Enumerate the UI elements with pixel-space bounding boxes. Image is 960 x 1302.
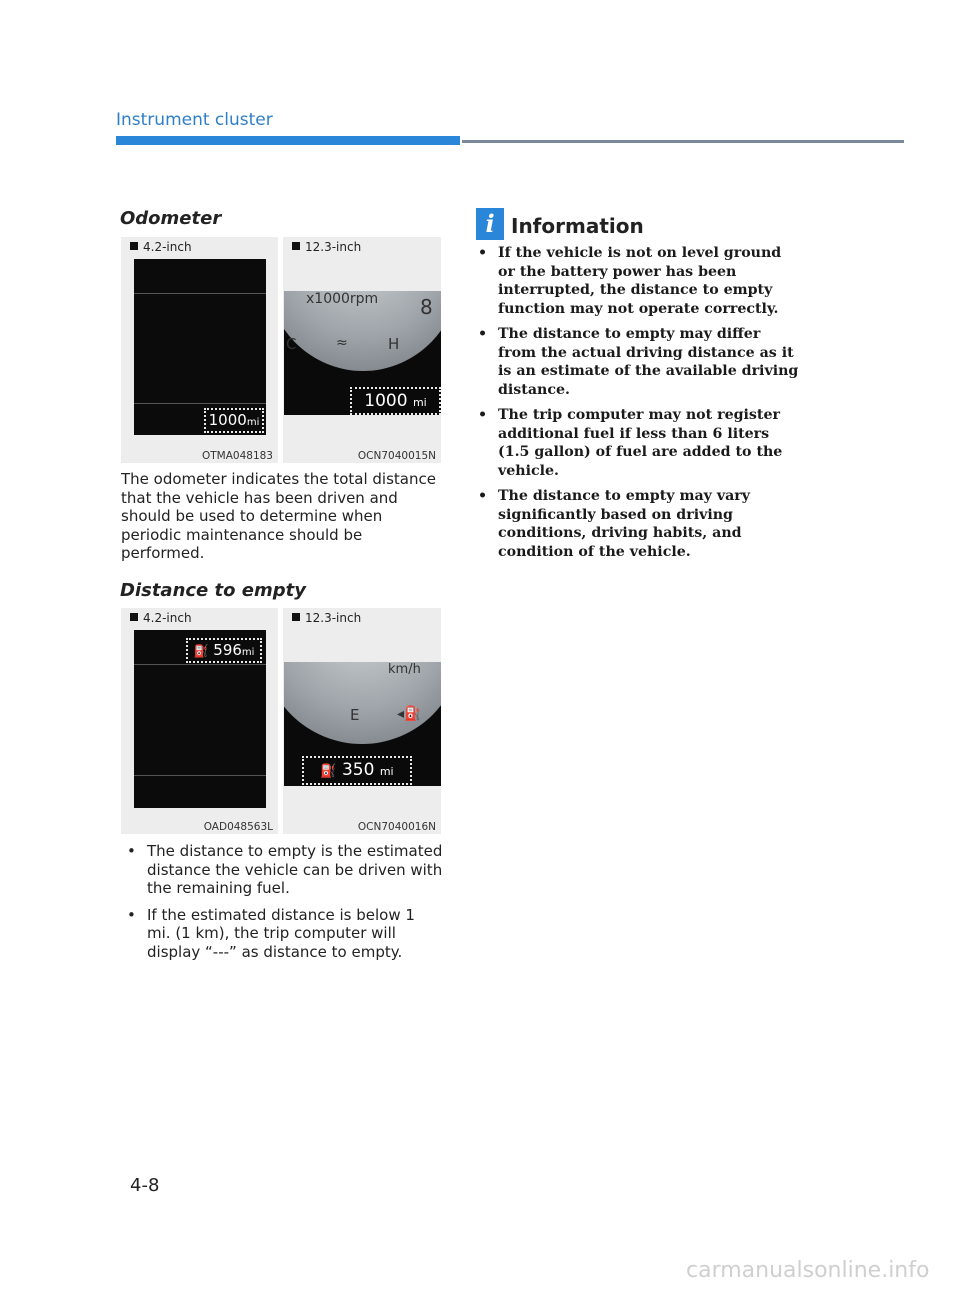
figure-label: 12.3-inch [292,611,361,625]
cluster-screen [134,630,266,808]
figure-label: 12.3-inch [292,240,361,254]
hot-label: H [388,335,400,353]
cluster-screen [284,662,441,786]
information-title: Information [511,214,644,238]
divider [134,293,266,294]
coolant-icon: ≈ [336,335,348,351]
list-item: • If the vehicle is not on level ground or the battery power has been interrupted, the distance to empty function may not operate correctly. [478,245,782,317]
cold-label: C [286,335,297,353]
square-bullet-icon [130,613,138,621]
gauge-number: 8 [420,295,433,319]
information-bullet-list [476,244,800,568]
section-title: Instrument cluster [116,110,273,130]
figure-label: 4.2-inch [130,611,192,625]
list-item: • The distance to empty may vary significantly based on driving conditions, driving habits, and condition of the vehicle. [478,488,750,560]
odometer-readout: 1000mi [204,408,264,433]
figure-code: OCN7040016N [357,821,436,833]
list-item: • If the estimated distance is below 1 mi. (1 km), the trip computer will display “---” as distance to empty. [127,905,415,961]
list-item: • The trip computer may not register additional fuel if less than 6 liters (1.5 gallon) of fuel are added to the vehicle. [478,407,783,479]
fuel-pump-icon: ⛽ [193,644,209,658]
dte-readout: ⛽ 596mi [186,638,262,663]
figure-code: OAD048563L [203,821,273,833]
figure-label: 4.2-inch [130,240,192,254]
distance-to-empty-heading: Distance to empty [120,580,306,601]
square-bullet-icon [292,242,300,250]
odometer-heading: Odometer [120,208,222,229]
header-accent-bar [116,136,460,145]
dte-figure-12-3-inch [283,608,441,834]
page-number: 4-8 [130,1175,160,1196]
dte-figure-4-2-inch [121,608,278,834]
odometer-description: The odometer indicates the total distance that the vehicle has been driven and should be used to determine when periodic maintenance should be performed. [121,470,436,562]
header-rule [462,140,904,143]
figure-code: OTMA048183 [201,450,273,462]
watermark: carmanualsonline.info [686,1258,930,1283]
cluster-screen [134,259,266,435]
dte-readout: ⛽ 350 mi [302,756,412,785]
empty-label: E [350,706,360,724]
square-bullet-icon [130,242,138,250]
odometer-readout: 1000 mi [350,387,441,415]
divider [134,403,266,404]
info-icon: i [476,208,504,240]
gauge-label: x1000rpm [306,291,379,307]
fuel-pump-icon: ⛽ [320,764,337,779]
dte-bullet-list [121,842,443,969]
divider [134,664,266,665]
fuel-door-icon: ◂⛽ [397,706,422,722]
square-bullet-icon [292,613,300,621]
divider [134,775,266,776]
odometer-figure-4-2-inch [121,237,278,463]
list-item: • The distance to empty is the estimated distance the vehicle can be driven with the remaining fuel. [127,842,443,897]
cluster-screen [284,291,441,415]
list-item: • The distance to empty may differ from the actual driving distance as it is an estimate of the available driving distance. [478,326,799,398]
figure-code: OCN7040015N [357,450,436,462]
odometer-figure-12-3-inch [283,237,441,463]
speed-unit: km/h [388,662,421,677]
